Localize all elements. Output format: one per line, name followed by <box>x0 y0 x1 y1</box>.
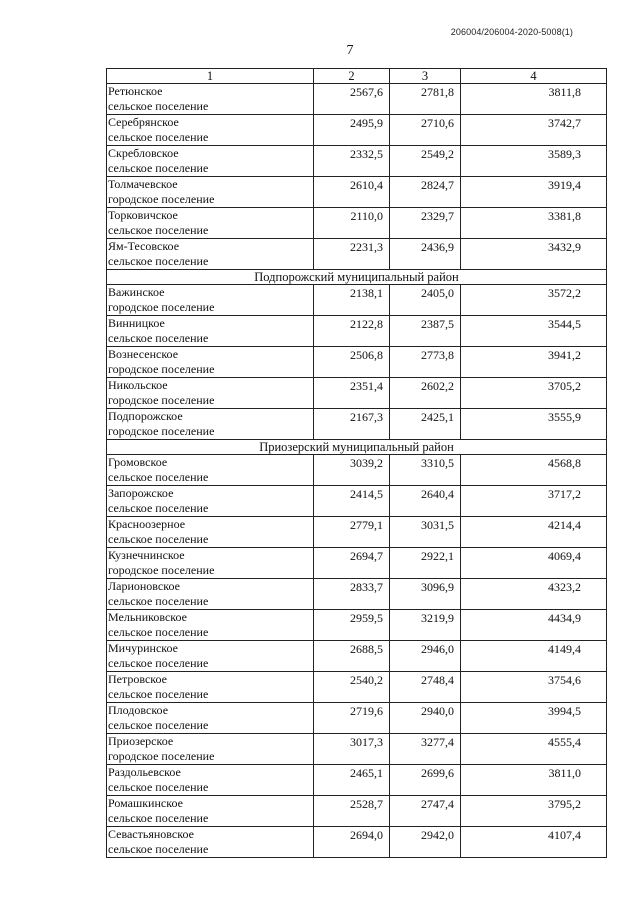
value-col-2: 2694,7 <box>314 548 390 579</box>
settlement-name-cell <box>107 347 314 378</box>
settlement-type: сельское поселение <box>108 98 209 113</box>
settlement-type: сельское поселение <box>108 841 209 856</box>
settlement-type: сельское поселение <box>108 717 209 732</box>
settlement-type: сельское поселение <box>108 160 209 175</box>
value-col-4: 3572,2 <box>461 285 607 316</box>
table-row <box>107 734 607 765</box>
section-header-row <box>107 440 607 455</box>
settlement-type: городское поселение <box>108 748 215 763</box>
settlement-name: Раздольевское <box>108 765 181 779</box>
value-col-4: 4555,4 <box>461 734 607 765</box>
value-col-4: 3589,3 <box>461 146 607 177</box>
settlements-table <box>106 68 607 858</box>
header-cell-1: 1 <box>107 69 314 84</box>
settlement-name-cell <box>107 579 314 610</box>
settlement-name-cell <box>107 672 314 703</box>
table-row <box>107 517 607 548</box>
header-row <box>107 69 607 84</box>
header-cell-4: 4 <box>461 69 607 84</box>
settlement-type: сельское поселение <box>108 129 209 144</box>
settlement-name-cell <box>107 486 314 517</box>
value-col-4: 4323,2 <box>461 579 607 610</box>
value-col-3: 2549,2 <box>390 146 461 177</box>
settlement-type: сельское поселение <box>108 810 209 825</box>
settlement-name-cell <box>107 765 314 796</box>
table-row <box>107 316 607 347</box>
value-col-4: 4107,4 <box>461 827 607 858</box>
table-row <box>107 672 607 703</box>
settlement-name-cell <box>107 316 314 347</box>
settlement-name: Мельниковское <box>108 610 187 624</box>
settlement-name-cell <box>107 796 314 827</box>
value-col-4: 4149,4 <box>461 641 607 672</box>
table-row <box>107 827 607 858</box>
table-row <box>107 378 607 409</box>
settlement-name: Важинское <box>108 285 165 299</box>
value-col-2: 2465,1 <box>314 765 390 796</box>
value-col-3: 2425,1 <box>390 409 461 440</box>
value-col-4: 3994,5 <box>461 703 607 734</box>
section-header-row <box>107 270 607 285</box>
value-col-3: 2922,1 <box>390 548 461 579</box>
settlement-name-cell <box>107 115 314 146</box>
value-col-2: 2688,5 <box>314 641 390 672</box>
settlement-name: Торковичское <box>108 208 178 222</box>
settlement-type: сельское поселение <box>108 655 209 670</box>
value-col-2: 2694,0 <box>314 827 390 858</box>
section-title: Приозерский муниципальный район <box>107 440 607 455</box>
settlement-name: Подпорожское <box>108 409 183 423</box>
table-row <box>107 765 607 796</box>
settlement-type: сельское поселение <box>108 531 209 546</box>
value-col-3: 2942,0 <box>390 827 461 858</box>
settlement-type: сельское поселение <box>108 222 209 237</box>
value-col-2: 2779,1 <box>314 517 390 548</box>
value-col-3: 2824,7 <box>390 177 461 208</box>
settlement-name: Серебрянское <box>108 115 179 129</box>
settlement-name: Ям-Тесовское <box>108 239 180 253</box>
settlement-name-cell <box>107 610 314 641</box>
settlement-type: городское поселение <box>108 299 215 314</box>
table-row <box>107 115 607 146</box>
settlement-type: городское поселение <box>108 423 215 438</box>
value-col-3: 2710,6 <box>390 115 461 146</box>
value-col-2: 2959,5 <box>314 610 390 641</box>
settlement-name-cell <box>107 734 314 765</box>
settlement-name-cell <box>107 548 314 579</box>
settlement-name: Толмачевское <box>108 177 178 191</box>
settlement-type: сельское поселение <box>108 253 209 268</box>
settlement-name-cell <box>107 641 314 672</box>
value-col-4: 3754,6 <box>461 672 607 703</box>
settlement-name-cell <box>107 409 314 440</box>
header-cell-3: 3 <box>390 69 461 84</box>
value-col-4: 3795,2 <box>461 796 607 827</box>
value-col-3: 2946,0 <box>390 641 461 672</box>
settlement-type: сельское поселение <box>108 469 209 484</box>
value-col-4: 4069,4 <box>461 548 607 579</box>
settlement-name: Севастьяновское <box>108 827 194 841</box>
table-row <box>107 208 607 239</box>
table-row <box>107 84 607 115</box>
table-row <box>107 239 607 270</box>
settlement-name: Скребловское <box>108 146 179 160</box>
value-col-2: 2719,6 <box>314 703 390 734</box>
table-row <box>107 177 607 208</box>
value-col-2: 2110,0 <box>314 208 390 239</box>
value-col-4: 3705,2 <box>461 378 607 409</box>
value-col-2: 2167,3 <box>314 409 390 440</box>
settlement-name-cell <box>107 208 314 239</box>
value-col-3: 3031,5 <box>390 517 461 548</box>
value-col-2: 2610,4 <box>314 177 390 208</box>
settlement-name: Вознесенское <box>108 347 179 361</box>
value-col-4: 3544,5 <box>461 316 607 347</box>
value-col-4: 3811,0 <box>461 765 607 796</box>
value-col-3: 2405,0 <box>390 285 461 316</box>
value-col-4: 4434,9 <box>461 610 607 641</box>
settlement-type: сельское поселение <box>108 686 209 701</box>
value-col-3: 2602,2 <box>390 378 461 409</box>
value-col-2: 2122,8 <box>314 316 390 347</box>
section-title: Подпорожский муниципальный район <box>107 270 607 285</box>
value-col-4: 3717,2 <box>461 486 607 517</box>
value-col-2: 2495,9 <box>314 115 390 146</box>
table-row <box>107 486 607 517</box>
value-col-3: 2329,7 <box>390 208 461 239</box>
settlement-name-cell <box>107 84 314 115</box>
document-id: 206004/206004-2020-5008(1) <box>450 27 573 37</box>
value-col-4: 3432,9 <box>461 239 607 270</box>
value-col-3: 2640,4 <box>390 486 461 517</box>
value-col-3: 2781,8 <box>390 84 461 115</box>
settlement-name-cell <box>107 827 314 858</box>
table-row <box>107 409 607 440</box>
value-col-4: 3742,7 <box>461 115 607 146</box>
value-col-4: 3555,9 <box>461 409 607 440</box>
settlement-name: Ромашкинское <box>108 796 183 810</box>
value-col-2: 3039,2 <box>314 455 390 486</box>
value-col-2: 3017,3 <box>314 734 390 765</box>
settlement-name-cell <box>107 239 314 270</box>
table-row <box>107 610 607 641</box>
value-col-2: 2506,8 <box>314 347 390 378</box>
value-col-2: 2567,6 <box>314 84 390 115</box>
value-col-3: 3310,5 <box>390 455 461 486</box>
table-row <box>107 146 607 177</box>
settlement-name: Петровское <box>108 672 167 686</box>
settlement-type: городское поселение <box>108 191 215 206</box>
value-col-3: 2699,6 <box>390 765 461 796</box>
settlement-type: сельское поселение <box>108 779 209 794</box>
value-col-2: 2540,2 <box>314 672 390 703</box>
value-col-3: 2747,4 <box>390 796 461 827</box>
settlement-name: Громовское <box>108 455 168 469</box>
table-row <box>107 641 607 672</box>
table-row <box>107 455 607 486</box>
header-cell-2: 2 <box>314 69 390 84</box>
value-col-3: 3096,9 <box>390 579 461 610</box>
value-col-3: 2773,8 <box>390 347 461 378</box>
value-col-4: 4568,8 <box>461 455 607 486</box>
page-number: 7 <box>346 43 354 58</box>
settlement-name: Ларионовское <box>108 579 180 593</box>
settlement-name: Никольское <box>108 378 168 392</box>
settlement-name: Плодовское <box>108 703 169 717</box>
settlement-name-cell <box>107 177 314 208</box>
table-row <box>107 285 607 316</box>
settlement-type: сельское поселение <box>108 330 209 345</box>
settlement-name-cell <box>107 146 314 177</box>
value-col-2: 2833,7 <box>314 579 390 610</box>
value-col-2: 2231,3 <box>314 239 390 270</box>
settlement-type: сельское поселение <box>108 624 209 639</box>
value-col-4: 3811,8 <box>461 84 607 115</box>
settlement-type: городское поселение <box>108 361 215 376</box>
value-col-4: 3941,2 <box>461 347 607 378</box>
table-row <box>107 703 607 734</box>
value-col-2: 2351,4 <box>314 378 390 409</box>
value-col-2: 2332,5 <box>314 146 390 177</box>
settlement-name: Винницкое <box>108 316 165 330</box>
settlement-name: Запорожское <box>108 486 174 500</box>
settlement-type: городское поселение <box>108 392 215 407</box>
value-col-2: 2414,5 <box>314 486 390 517</box>
table-row <box>107 347 607 378</box>
value-col-2: 2138,1 <box>314 285 390 316</box>
settlement-name-cell <box>107 703 314 734</box>
settlement-name-cell <box>107 455 314 486</box>
value-col-3: 2436,9 <box>390 239 461 270</box>
value-col-3: 2940,0 <box>390 703 461 734</box>
value-col-4: 4214,4 <box>461 517 607 548</box>
value-col-4: 3919,4 <box>461 177 607 208</box>
settlement-name-cell <box>107 517 314 548</box>
value-col-3: 3219,9 <box>390 610 461 641</box>
settlement-name: Кузнечнинское <box>108 548 185 562</box>
settlement-type: сельское поселение <box>108 593 209 608</box>
settlement-name: Ретюнское <box>108 84 163 98</box>
settlement-type: сельское поселение <box>108 500 209 515</box>
settlement-name: Красноозерное <box>108 517 186 531</box>
settlement-type: городское поселение <box>108 562 215 577</box>
settlement-name-cell <box>107 285 314 316</box>
table-body <box>107 69 607 858</box>
settlement-name: Приозерское <box>108 734 174 748</box>
value-col-4: 3381,8 <box>461 208 607 239</box>
value-col-2: 2528,7 <box>314 796 390 827</box>
table-row <box>107 796 607 827</box>
settlement-name-cell <box>107 378 314 409</box>
value-col-3: 3277,4 <box>390 734 461 765</box>
table-row <box>107 579 607 610</box>
table-row <box>107 548 607 579</box>
value-col-3: 2748,4 <box>390 672 461 703</box>
settlement-name: Мичуринское <box>108 641 178 655</box>
value-col-3: 2387,5 <box>390 316 461 347</box>
